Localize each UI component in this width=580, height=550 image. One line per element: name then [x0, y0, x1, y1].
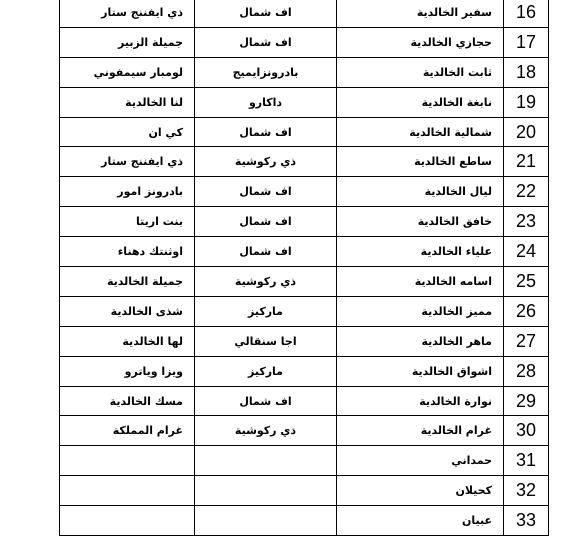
table-row: [60, 147, 549, 177]
cell-sire: ذي ايفننج ستار: [60, 0, 195, 27]
table-row: [60, 27, 549, 57]
table-row: [60, 506, 549, 536]
cell-number: 21: [504, 147, 549, 177]
table-row: [60, 0, 549, 27]
cell-sire: جميلة الخالدية: [60, 267, 195, 297]
cell-number: 30: [504, 416, 549, 446]
cell-breeder: اف شمال: [195, 27, 337, 57]
cell-number: 28: [504, 356, 549, 386]
table-row: [60, 57, 549, 87]
table-row: [60, 87, 549, 117]
cell-name: خافق الخالدية: [337, 207, 504, 237]
cell-sire: ذي ايفننج ستار: [60, 147, 195, 177]
cell-breeder: اف شمال: [195, 386, 337, 416]
cell-breeder: [195, 446, 337, 476]
cell-number: 32: [504, 476, 549, 506]
table-row: [60, 117, 549, 147]
cell-sire: اوثنتك دهناء: [60, 237, 195, 267]
cell-breeder: اجا سنقالي: [195, 326, 337, 356]
cell-breeder: [195, 506, 337, 536]
cell-sire: مسك الخالدية: [60, 386, 195, 416]
cell-breeder: [195, 476, 337, 506]
cell-sire: شذى الخالدية: [60, 296, 195, 326]
cell-sire: [60, 476, 195, 506]
cell-sire: بنت اريتا: [60, 207, 195, 237]
cell-number: 27: [504, 326, 549, 356]
cell-name: عبيان: [337, 506, 504, 536]
cell-breeder: ذي ركوشية: [195, 147, 337, 177]
cell-name: اشواق الخالدية: [337, 356, 504, 386]
table-row: [60, 326, 549, 356]
cell-breeder: اف شمال: [195, 237, 337, 267]
cell-breeder: اف شمال: [195, 207, 337, 237]
registry-table-body: [60, 0, 549, 536]
cell-sire: كي ان: [60, 117, 195, 147]
cell-breeder: ماركيز: [195, 356, 337, 386]
table-row: [60, 237, 549, 267]
cell-breeder: داكارو: [195, 87, 337, 117]
cell-name: نوارة الخالدية: [337, 386, 504, 416]
cell-number: 29: [504, 386, 549, 416]
cell-number: 19: [504, 87, 549, 117]
horse-registry-table: [59, 0, 549, 536]
table-row: [60, 296, 549, 326]
cell-name: شمالية الخالدية: [337, 117, 504, 147]
table-row: [60, 476, 549, 506]
table-row: [60, 207, 549, 237]
cell-number: 20: [504, 117, 549, 147]
cell-sire: [60, 446, 195, 476]
cell-name: حجازي الخالدية: [337, 27, 504, 57]
cell-name: سفير الخالدية: [337, 0, 504, 27]
table-row: [60, 446, 549, 476]
cell-sire: غرام المملكة: [60, 416, 195, 446]
cell-number: 17: [504, 27, 549, 57]
table-row: [60, 386, 549, 416]
cell-sire: ويزا وياترو: [60, 356, 195, 386]
cell-number: 33: [504, 506, 549, 536]
cell-breeder: ذي ركوشية: [195, 416, 337, 446]
cell-name: ماهر الخالدية: [337, 326, 504, 356]
cell-breeder: بادرونزايميج: [195, 57, 337, 87]
cell-name: ساطع الخالدية: [337, 147, 504, 177]
cell-name: ليال الخالدية: [337, 177, 504, 207]
cell-name: علياء الخالدية: [337, 237, 504, 267]
cell-name: كحيلان: [337, 476, 504, 506]
cell-name: مميز الخالدية: [337, 296, 504, 326]
cell-number: 22: [504, 177, 549, 207]
cell-sire: [60, 506, 195, 536]
cell-name: حمداني: [337, 446, 504, 476]
cell-name: ثابت الخالدية: [337, 57, 504, 87]
cell-name: اسامه الخالدية: [337, 267, 504, 297]
cell-sire: لنا الخالدية: [60, 87, 195, 117]
cell-sire: بادرونز امور: [60, 177, 195, 207]
cell-number: 23: [504, 207, 549, 237]
cell-breeder: اف شمال: [195, 0, 337, 27]
cell-number: 26: [504, 296, 549, 326]
cell-sire: لومبار سيمفوني: [60, 57, 195, 87]
cell-breeder: ماركيز: [195, 296, 337, 326]
table-row: [60, 177, 549, 207]
cell-number: 18: [504, 57, 549, 87]
cell-breeder: اف شمال: [195, 177, 337, 207]
cell-breeder: اف شمال: [195, 117, 337, 147]
cell-number: 31: [504, 446, 549, 476]
cell-name: نابغة الخالدية: [337, 87, 504, 117]
table-row: [60, 267, 549, 297]
cell-number: 24: [504, 237, 549, 267]
table-row: [60, 356, 549, 386]
cell-sire: لها الخالدية: [60, 326, 195, 356]
cell-sire: جميلة الزبير: [60, 27, 195, 57]
cell-number: 16: [504, 0, 549, 27]
cell-breeder: ذي ركوشية: [195, 267, 337, 297]
cell-name: غرام الخالدية: [337, 416, 504, 446]
cell-number: 25: [504, 267, 549, 297]
table-row: [60, 416, 549, 446]
